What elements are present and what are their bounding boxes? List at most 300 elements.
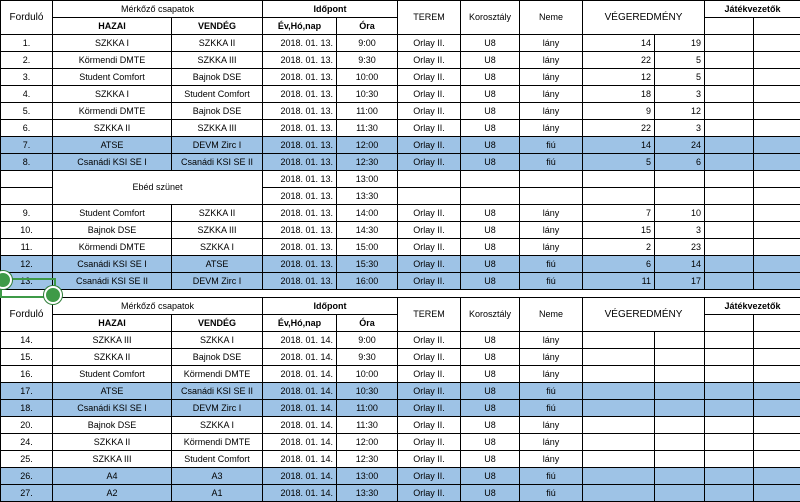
referee-cell[interactable]	[754, 485, 800, 502]
gender-cell[interactable]: lány	[520, 366, 583, 383]
score-home-cell[interactable]	[583, 332, 655, 349]
date-cell[interactable]: 2018. 01. 13.	[263, 103, 337, 120]
home-team-cell[interactable]: Student Comfort	[53, 69, 172, 86]
referee-cell[interactable]	[705, 417, 754, 434]
score-away-cell[interactable]	[655, 400, 705, 417]
home-team-cell[interactable]: ATSE	[53, 137, 172, 154]
round-cell[interactable]: 27.	[1, 485, 53, 502]
lunch-round-cell[interactable]	[1, 171, 53, 188]
gender-cell[interactable]: lány	[520, 349, 583, 366]
gender-cell[interactable]: lány	[520, 434, 583, 451]
age-group-cell[interactable]: U8	[461, 103, 520, 120]
referee-cell[interactable]	[705, 315, 754, 332]
score-home-cell[interactable]: 12	[583, 69, 655, 86]
score-home-cell[interactable]: 9	[583, 103, 655, 120]
score-away-cell[interactable]	[655, 468, 705, 485]
time-cell[interactable]: 9:00	[337, 332, 398, 349]
referee-cell[interactable]	[705, 256, 754, 273]
referee-cell[interactable]	[705, 35, 754, 52]
gender-cell[interactable]: fiú	[520, 383, 583, 400]
score-away-cell[interactable]	[655, 366, 705, 383]
gender-cell[interactable]: lány	[520, 52, 583, 69]
score-away-cell[interactable]: 17	[655, 273, 705, 290]
time-cell[interactable]: 9:30	[337, 349, 398, 366]
away-team-cell[interactable]: Csanádi KSI SE II	[172, 383, 263, 400]
empty-cell[interactable]	[655, 171, 705, 188]
round-cell[interactable]: 18.	[1, 400, 53, 417]
room-cell[interactable]: Orlay II.	[398, 222, 461, 239]
away-team-cell[interactable]: DEVM Zirc I	[172, 137, 263, 154]
gender-cell[interactable]: fiú	[520, 485, 583, 502]
room-cell[interactable]: Orlay II.	[398, 86, 461, 103]
gender-cell[interactable]: lány	[520, 69, 583, 86]
away-team-cell[interactable]: SZKKA I	[172, 417, 263, 434]
empty-cell[interactable]	[705, 188, 754, 205]
lunch-round-cell[interactable]	[1, 188, 53, 205]
table-row[interactable]	[1, 485, 800, 502]
round-cell[interactable]: 10.	[1, 222, 53, 239]
time-cell[interactable]: 9:00	[337, 35, 398, 52]
age-group-cell[interactable]: U8	[461, 239, 520, 256]
home-team-cell[interactable]: SZKKA II	[53, 120, 172, 137]
referee-cell[interactable]	[754, 451, 800, 468]
round-cell[interactable]: 4.	[1, 86, 53, 103]
date-cell[interactable]: 2018. 01. 13.	[263, 239, 337, 256]
score-away-cell[interactable]: 5	[655, 52, 705, 69]
away-team-cell[interactable]: SZKKA II	[172, 205, 263, 222]
score-home-cell[interactable]	[583, 366, 655, 383]
referee-cell[interactable]	[754, 434, 800, 451]
age-group-cell[interactable]: U8	[461, 434, 520, 451]
referee-cell[interactable]	[705, 366, 754, 383]
room-cell[interactable]: Orlay II.	[398, 434, 461, 451]
round-cell[interactable]: 16.	[1, 366, 53, 383]
referee-cell[interactable]	[754, 137, 800, 154]
table-row[interactable]	[1, 222, 800, 239]
room-cell[interactable]: Orlay II.	[398, 451, 461, 468]
date-cell[interactable]: 2018. 01. 14.	[263, 366, 337, 383]
score-home-cell[interactable]: 6	[583, 256, 655, 273]
away-team-cell[interactable]: DEVM Zirc I	[172, 400, 263, 417]
score-home-cell[interactable]: 22	[583, 52, 655, 69]
room-cell[interactable]: Orlay II.	[398, 239, 461, 256]
referee-cell[interactable]	[754, 35, 800, 52]
room-cell[interactable]: Orlay II.	[398, 273, 461, 290]
score-home-cell[interactable]	[583, 434, 655, 451]
away-team-cell[interactable]: A3	[172, 468, 263, 485]
age-group-cell[interactable]: U8	[461, 154, 520, 171]
referee-cell[interactable]	[754, 468, 800, 485]
gender-cell[interactable]: lány	[520, 35, 583, 52]
away-team-cell[interactable]: Bajnok DSE	[172, 69, 263, 86]
score-away-cell[interactable]: 24	[655, 137, 705, 154]
room-cell[interactable]: Orlay II.	[398, 154, 461, 171]
home-team-cell[interactable]: SZKKA I	[53, 86, 172, 103]
referee-cell[interactable]	[705, 120, 754, 137]
away-team-cell[interactable]: Körmendi DMTE	[172, 366, 263, 383]
table-row[interactable]	[1, 69, 800, 86]
gender-cell[interactable]: lány	[520, 417, 583, 434]
room-cell[interactable]: Orlay II.	[398, 256, 461, 273]
gender-cell[interactable]: lány	[520, 120, 583, 137]
age-group-cell[interactable]: U8	[461, 205, 520, 222]
gender-cell[interactable]: lány	[520, 103, 583, 120]
score-home-cell[interactable]	[583, 485, 655, 502]
referee-cell[interactable]	[705, 18, 754, 35]
score-home-cell[interactable]: 18	[583, 86, 655, 103]
score-home-cell[interactable]	[583, 383, 655, 400]
referee-cell[interactable]	[754, 154, 800, 171]
gender-cell[interactable]: fiú	[520, 256, 583, 273]
score-away-cell[interactable]	[655, 451, 705, 468]
referee-cell[interactable]	[705, 103, 754, 120]
referee-cell[interactable]	[705, 400, 754, 417]
age-group-cell[interactable]: U8	[461, 137, 520, 154]
referee-cell[interactable]	[754, 18, 800, 35]
home-team-cell[interactable]: Student Comfort	[53, 366, 172, 383]
home-team-cell[interactable]: ATSE	[53, 383, 172, 400]
referee-cell[interactable]	[754, 315, 800, 332]
round-cell[interactable]: 1.	[1, 35, 53, 52]
age-group-cell[interactable]: U8	[461, 35, 520, 52]
referee-cell[interactable]	[705, 485, 754, 502]
score-away-cell[interactable]: 12	[655, 103, 705, 120]
date-cell[interactable]: 2018. 01. 13.	[263, 120, 337, 137]
referee-cell[interactable]	[754, 103, 800, 120]
score-away-cell[interactable]: 6	[655, 154, 705, 171]
referee-cell[interactable]	[754, 400, 800, 417]
age-group-cell[interactable]: U8	[461, 256, 520, 273]
home-team-cell[interactable]: Körmendi DMTE	[53, 52, 172, 69]
home-team-cell[interactable]: Csanádi KSI SE I	[53, 256, 172, 273]
score-away-cell[interactable]: 14	[655, 256, 705, 273]
table-row[interactable]	[1, 52, 800, 69]
time-cell[interactable]: 12:30	[337, 451, 398, 468]
room-cell[interactable]: Orlay II.	[398, 69, 461, 86]
gender-cell[interactable]: lány	[520, 239, 583, 256]
empty-cell[interactable]	[583, 171, 655, 188]
round-cell[interactable]: 9.	[1, 205, 53, 222]
round-cell[interactable]: 20.	[1, 417, 53, 434]
round-cell[interactable]: 6.	[1, 120, 53, 137]
age-group-cell[interactable]: U8	[461, 222, 520, 239]
table-row[interactable]	[1, 468, 800, 485]
round-cell[interactable]: 12.	[1, 256, 53, 273]
referee-cell[interactable]	[754, 417, 800, 434]
away-team-cell[interactable]: SZKKA III	[172, 120, 263, 137]
home-team-cell[interactable]: Bajnok DSE	[53, 222, 172, 239]
date-cell[interactable]: 2018. 01. 14.	[263, 383, 337, 400]
away-team-cell[interactable]: Csanádi KSI SE II	[172, 154, 263, 171]
score-away-cell[interactable]: 23	[655, 239, 705, 256]
gender-cell[interactable]: fiú	[520, 154, 583, 171]
date-cell[interactable]: 2018. 01. 13.	[263, 69, 337, 86]
score-home-cell[interactable]	[583, 349, 655, 366]
date-cell[interactable]: 2018. 01. 13.	[263, 52, 337, 69]
referee-cell[interactable]	[705, 154, 754, 171]
away-team-cell[interactable]: Student Comfort	[172, 86, 263, 103]
away-team-cell[interactable]: Bajnok DSE	[172, 349, 263, 366]
age-group-cell[interactable]: U8	[461, 366, 520, 383]
referee-cell[interactable]	[754, 120, 800, 137]
table-row[interactable]	[1, 273, 800, 290]
home-team-cell[interactable]: Körmendi DMTE	[53, 239, 172, 256]
time-cell[interactable]: 14:30	[337, 222, 398, 239]
gender-cell[interactable]: fiú	[520, 137, 583, 154]
referee-cell[interactable]	[754, 86, 800, 103]
referee-cell[interactable]	[754, 349, 800, 366]
table-row[interactable]	[1, 332, 800, 349]
empty-cell[interactable]	[398, 171, 461, 188]
referee-cell[interactable]	[705, 239, 754, 256]
date-cell[interactable]: 2018. 01. 14.	[263, 451, 337, 468]
score-home-cell[interactable]: 7	[583, 205, 655, 222]
table-row[interactable]	[1, 256, 800, 273]
round-cell[interactable]: 15.	[1, 349, 53, 366]
away-team-cell[interactable]: Student Comfort	[172, 451, 263, 468]
home-team-cell[interactable]: Bajnok DSE	[53, 417, 172, 434]
score-home-cell[interactable]	[583, 417, 655, 434]
home-team-cell[interactable]: SZKKA III	[53, 332, 172, 349]
age-group-cell[interactable]: U8	[461, 273, 520, 290]
age-group-cell[interactable]: U8	[461, 69, 520, 86]
home-team-cell[interactable]: SZKKA II	[53, 434, 172, 451]
room-cell[interactable]: Orlay II.	[398, 468, 461, 485]
home-team-cell[interactable]: SZKKA III	[53, 451, 172, 468]
time-cell[interactable]: 9:30	[337, 52, 398, 69]
empty-cell[interactable]	[520, 171, 583, 188]
home-team-cell[interactable]: Csanádi KSI SE I	[53, 154, 172, 171]
room-cell[interactable]: Orlay II.	[398, 52, 461, 69]
time-cell[interactable]: 11:30	[337, 120, 398, 137]
referee-cell[interactable]	[705, 451, 754, 468]
gender-cell[interactable]: lány	[520, 205, 583, 222]
time-cell[interactable]: 12:00	[337, 434, 398, 451]
table-row[interactable]	[1, 205, 800, 222]
age-group-cell[interactable]: U8	[461, 86, 520, 103]
date-cell[interactable]: 2018. 01. 14.	[263, 400, 337, 417]
score-away-cell[interactable]: 5	[655, 69, 705, 86]
score-away-cell[interactable]	[655, 383, 705, 400]
room-cell[interactable]: Orlay II.	[398, 366, 461, 383]
home-team-cell[interactable]: Csanádi KSI SE I	[53, 400, 172, 417]
empty-cell[interactable]	[705, 171, 754, 188]
referee-cell[interactable]	[754, 222, 800, 239]
time-cell[interactable]: 10:30	[337, 86, 398, 103]
table-row[interactable]	[1, 120, 800, 137]
table-row[interactable]	[1, 349, 800, 366]
referee-cell[interactable]	[705, 137, 754, 154]
round-cell[interactable]: 14.	[1, 332, 53, 349]
score-home-cell[interactable]: 22	[583, 120, 655, 137]
score-away-cell[interactable]: 3	[655, 86, 705, 103]
gender-cell[interactable]: lány	[520, 332, 583, 349]
gender-cell[interactable]: lány	[520, 451, 583, 468]
room-cell[interactable]: Orlay II.	[398, 349, 461, 366]
round-cell[interactable]: 24.	[1, 434, 53, 451]
referee-cell[interactable]	[754, 383, 800, 400]
date-cell[interactable]: 2018. 01. 13.	[263, 86, 337, 103]
date-cell[interactable]: 2018. 01. 13.	[263, 35, 337, 52]
age-group-cell[interactable]: U8	[461, 468, 520, 485]
time-cell[interactable]: 13:00	[337, 468, 398, 485]
room-cell[interactable]: Orlay II.	[398, 120, 461, 137]
date-cell[interactable]: 2018. 01. 13.	[263, 205, 337, 222]
referee-cell[interactable]	[705, 69, 754, 86]
gender-cell[interactable]: lány	[520, 86, 583, 103]
table-row[interactable]	[1, 137, 800, 154]
time-cell[interactable]: 10:30	[337, 383, 398, 400]
score-home-cell[interactable]: 2	[583, 239, 655, 256]
round-cell[interactable]: 25.	[1, 451, 53, 468]
empty-cell[interactable]	[461, 171, 520, 188]
round-cell[interactable]: 5.	[1, 103, 53, 120]
referee-cell[interactable]	[754, 273, 800, 290]
table-row[interactable]	[1, 154, 800, 171]
empty-cell[interactable]	[461, 188, 520, 205]
date-cell[interactable]: 2018. 01. 13.	[263, 222, 337, 239]
away-team-cell[interactable]: Bajnok DSE	[172, 103, 263, 120]
selection-handle-right[interactable]	[44, 286, 62, 304]
away-team-cell[interactable]: ATSE	[172, 256, 263, 273]
date-cell[interactable]: 2018. 01. 14.	[263, 417, 337, 434]
referee-cell[interactable]	[705, 52, 754, 69]
score-away-cell[interactable]: 19	[655, 35, 705, 52]
referee-cell[interactable]	[754, 256, 800, 273]
score-away-cell[interactable]	[655, 332, 705, 349]
age-group-cell[interactable]: U8	[461, 383, 520, 400]
room-cell[interactable]: Orlay II.	[398, 400, 461, 417]
empty-cell[interactable]	[754, 171, 800, 188]
gender-cell[interactable]: fiú	[520, 400, 583, 417]
round-cell[interactable]: 17.	[1, 383, 53, 400]
away-team-cell[interactable]: SZKKA I	[172, 239, 263, 256]
age-group-cell[interactable]: U8	[461, 451, 520, 468]
referee-cell[interactable]	[705, 273, 754, 290]
table-row[interactable]	[1, 417, 800, 434]
room-cell[interactable]: Orlay II.	[398, 485, 461, 502]
score-home-cell[interactable]	[583, 451, 655, 468]
age-group-cell[interactable]: U8	[461, 485, 520, 502]
away-team-cell[interactable]: SZKKA II	[172, 35, 263, 52]
referee-cell[interactable]	[705, 222, 754, 239]
away-team-cell[interactable]: SZKKA I	[172, 332, 263, 349]
score-away-cell[interactable]: 10	[655, 205, 705, 222]
referee-cell[interactable]	[705, 86, 754, 103]
score-home-cell[interactable]: 5	[583, 154, 655, 171]
home-team-cell[interactable]: A4	[53, 468, 172, 485]
score-away-cell[interactable]	[655, 485, 705, 502]
time-cell[interactable]: 10:00	[337, 366, 398, 383]
time-cell[interactable]: 15:30	[337, 256, 398, 273]
score-home-cell[interactable]: 14	[583, 137, 655, 154]
age-group-cell[interactable]: U8	[461, 52, 520, 69]
time-cell[interactable]: 12:30	[337, 154, 398, 171]
score-away-cell[interactable]	[655, 417, 705, 434]
empty-cell[interactable]	[520, 188, 583, 205]
date-cell[interactable]: 2018. 01. 14.	[263, 349, 337, 366]
date-cell[interactable]: 2018. 01. 13.	[263, 154, 337, 171]
date-cell[interactable]: 2018. 01. 14.	[263, 485, 337, 502]
time-cell[interactable]: 11:00	[337, 103, 398, 120]
score-home-cell[interactable]	[583, 468, 655, 485]
round-cell[interactable]: 3.	[1, 69, 53, 86]
referee-cell[interactable]	[754, 69, 800, 86]
home-team-cell[interactable]: Student Comfort	[53, 205, 172, 222]
table-row[interactable]	[1, 434, 800, 451]
time-cell[interactable]: 11:00	[337, 400, 398, 417]
time-cell[interactable]: 13:30	[337, 485, 398, 502]
score-away-cell[interactable]: 3	[655, 120, 705, 137]
gender-cell[interactable]: fiú	[520, 273, 583, 290]
date-cell[interactable]: 2018. 01. 13.	[263, 273, 337, 290]
referee-cell[interactable]	[754, 239, 800, 256]
referee-cell[interactable]	[754, 205, 800, 222]
home-team-cell[interactable]: Körmendi DMTE	[53, 103, 172, 120]
room-cell[interactable]: Orlay II.	[398, 332, 461, 349]
score-away-cell[interactable]: 3	[655, 222, 705, 239]
home-team-cell[interactable]: Csanádi KSI SE II	[53, 273, 172, 290]
date-cell[interactable]: 2018. 01. 14.	[263, 434, 337, 451]
age-group-cell[interactable]: U8	[461, 400, 520, 417]
score-home-cell[interactable]: 14	[583, 35, 655, 52]
table-row[interactable]	[1, 400, 800, 417]
round-cell[interactable]: 26.	[1, 468, 53, 485]
away-team-cell[interactable]: SZKKA III	[172, 52, 263, 69]
referee-cell[interactable]	[705, 383, 754, 400]
time-cell[interactable]: 11:30	[337, 417, 398, 434]
table-row[interactable]	[1, 451, 800, 468]
room-cell[interactable]: Orlay II.	[398, 35, 461, 52]
time-cell[interactable]: 14:00	[337, 205, 398, 222]
empty-cell[interactable]	[398, 188, 461, 205]
referee-cell[interactable]	[705, 434, 754, 451]
score-home-cell[interactable]: 11	[583, 273, 655, 290]
table-row[interactable]	[1, 103, 800, 120]
date-cell[interactable]: 2018. 01. 13.	[263, 137, 337, 154]
time-cell[interactable]: 16:00	[337, 273, 398, 290]
table-row[interactable]	[1, 35, 800, 52]
gender-cell[interactable]: fiú	[520, 468, 583, 485]
date-cell[interactable]: 2018. 01. 14.	[263, 332, 337, 349]
age-group-cell[interactable]: U8	[461, 349, 520, 366]
gender-cell[interactable]: lány	[520, 222, 583, 239]
referee-cell[interactable]	[754, 332, 800, 349]
round-cell[interactable]: 7.	[1, 137, 53, 154]
referee-cell[interactable]	[754, 366, 800, 383]
referee-cell[interactable]	[705, 205, 754, 222]
age-group-cell[interactable]: U8	[461, 417, 520, 434]
score-home-cell[interactable]	[583, 400, 655, 417]
time-cell[interactable]: 12:00	[337, 137, 398, 154]
referee-cell[interactable]	[705, 468, 754, 485]
empty-cell[interactable]	[655, 188, 705, 205]
referee-cell[interactable]	[705, 332, 754, 349]
round-cell[interactable]: 11.	[1, 239, 53, 256]
home-team-cell[interactable]: SZKKA II	[53, 349, 172, 366]
home-team-cell[interactable]: SZKKA I	[53, 35, 172, 52]
empty-cell[interactable]	[754, 188, 800, 205]
age-group-cell[interactable]: U8	[461, 120, 520, 137]
table-row[interactable]	[1, 239, 800, 256]
table-row[interactable]	[1, 86, 800, 103]
round-cell[interactable]: 8.	[1, 154, 53, 171]
score-home-cell[interactable]: 15	[583, 222, 655, 239]
room-cell[interactable]: Orlay II.	[398, 205, 461, 222]
age-group-cell[interactable]: U8	[461, 332, 520, 349]
room-cell[interactable]: Orlay II.	[398, 103, 461, 120]
empty-cell[interactable]	[583, 188, 655, 205]
